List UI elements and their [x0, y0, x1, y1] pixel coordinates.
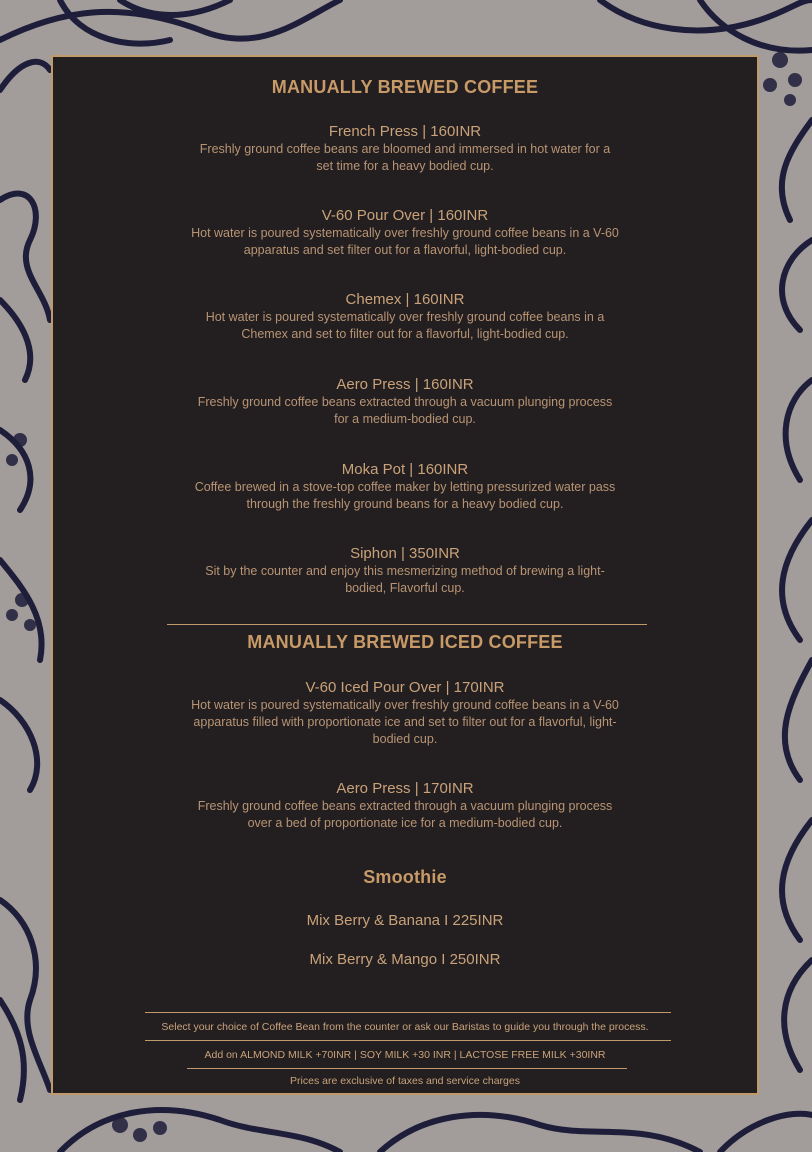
menu-item-siphon [53, 545, 757, 597]
bean-choice-note: Select your choice of Coffee Bean from the counter or ask our Baristas to guide you through the process. [161, 1021, 649, 1033]
footer-divider-middle [145, 1040, 671, 1041]
item-description: Freshly ground coffee beans extracted through a vacuum plunging process over a bed of proportionate ice for a medium-bodied cup. [197, 799, 613, 830]
footer-divider-bottom [187, 1068, 627, 1069]
item-description: Freshly ground coffee beans are bloomed and immersed in hot water for a set time for a heavy bodied cup. [199, 142, 611, 173]
item-description: Hot water is poured systematically over freshly ground coffee beans in a V-60 apparatus and set filter out for a flavorful, light-bodied cup. [191, 226, 619, 257]
menu-item-berry-mango: Mix Berry & Mango I 250INR [309, 951, 501, 968]
section-title-iced: MANUALLY BREWED ICED COFFEE [247, 632, 563, 652]
item-name: Moka Pot | 160INR [341, 461, 469, 478]
menu-item-aero-press [53, 376, 757, 428]
item-description: Freshly ground coffee beans extracted through a vacuum plunging process for a medium-bodied cup. [197, 395, 613, 426]
menu-item-french-press [53, 123, 757, 175]
section-title-smoothie: Smoothie [363, 867, 447, 887]
menu-item-v60-iced-pour-over [53, 679, 757, 748]
item-description: Sit by the counter and enjoy this mesmerizing method of brewing a light-bodied, Flavorful cup. [205, 564, 605, 595]
milk-addons-note: Add on ALMOND MILK +70INR | SOY MILK +30 INR | LACTOSE FREE MILK +30INR [204, 1049, 606, 1061]
item-description: Hot water is poured systematically over freshly ground coffee beans in a V-60 apparatus filled with proportionate ice and set to filter out for a flavorful, light-bodied cup. [191, 698, 619, 746]
menu-item-berry-banana: Mix Berry & Banana I 225INR [306, 912, 504, 929]
footer-divider-top [145, 1012, 671, 1013]
menu-item-v60-pour-over [53, 207, 757, 259]
item-name: Aero Press | 170INR [336, 780, 474, 797]
menu-item-moka-pot [53, 461, 757, 513]
item-name: French Press | 160INR [328, 123, 482, 140]
item-name: Chemex | 160INR [345, 291, 465, 308]
item-description: Hot water is poured systematically over freshly ground coffee beans in a Chemex and set to filter out for a flavorful, light-bodied cup. [205, 310, 605, 341]
item-description: Coffee brewed in a stove-top coffee maker by letting pressurized water pass through the freshly ground beans for a heavy bodied cup. [194, 480, 616, 511]
tax-note: Prices are exclusive of taxes and service charges [290, 1075, 520, 1087]
menu-item-iced-aero-press [53, 780, 757, 832]
section-divider [167, 624, 647, 625]
item-name: V-60 Pour Over | 160INR [321, 207, 489, 224]
item-name: Siphon | 350INR [350, 545, 460, 562]
menu-item-chemex [53, 291, 757, 343]
menu-panel [51, 55, 759, 1095]
section-title-brewed: MANUALLY BREWED COFFEE [271, 77, 539, 97]
item-name: Aero Press | 160INR [336, 376, 474, 393]
item-name: V-60 Iced Pour Over | 170INR [305, 679, 505, 696]
